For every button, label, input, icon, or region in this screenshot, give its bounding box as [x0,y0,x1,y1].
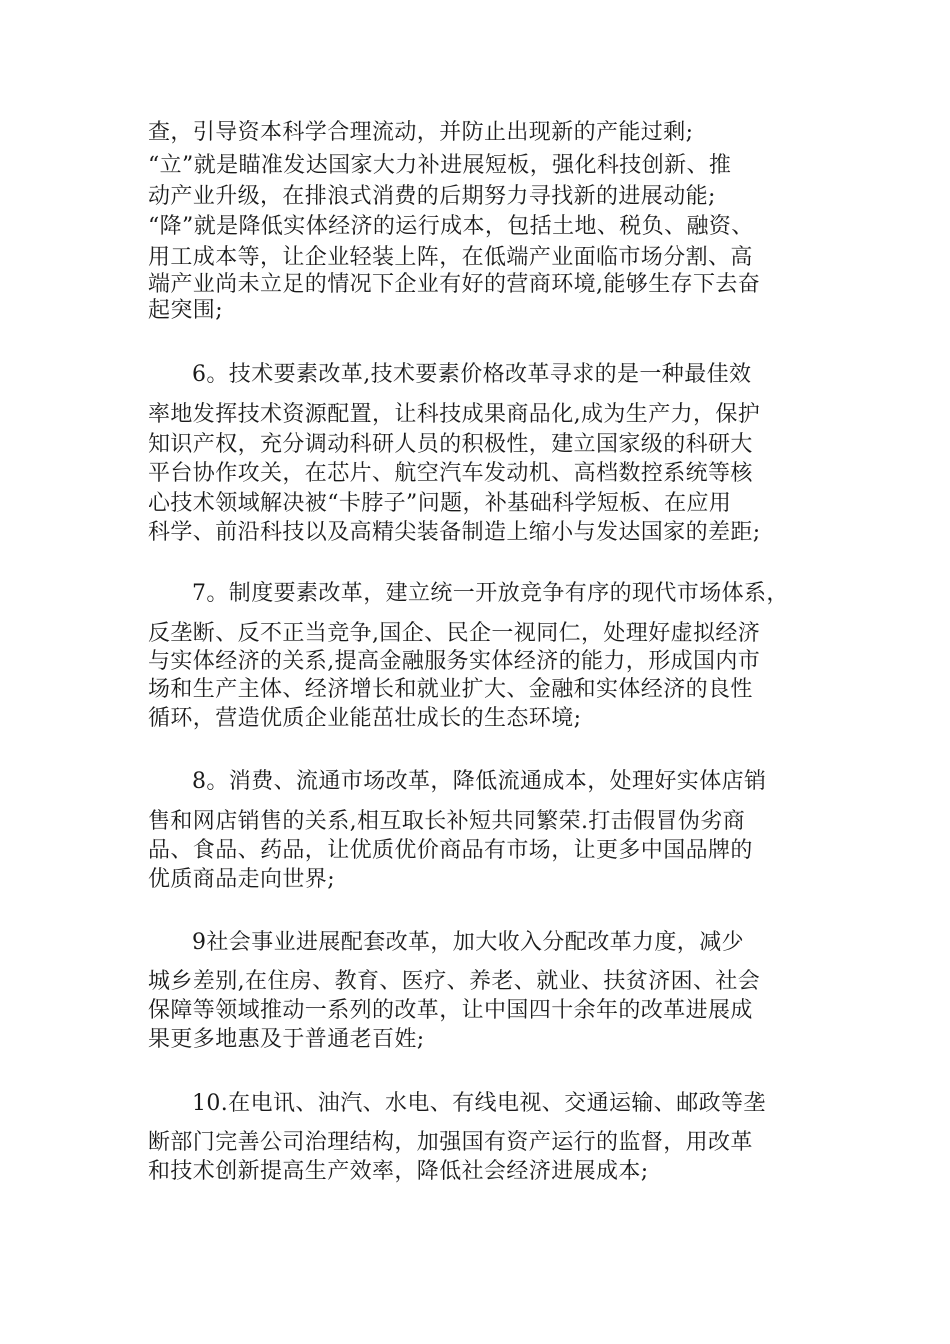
text-line: 反垄断、反不正当竞争,国企、民企一视同仁，处理好虚拟经济 [148,621,761,646]
text-line: 起突围; [148,298,224,323]
paragraph-7-heading: 7。制度要素改革，建立统一开放竞争有序的现代市场体系， [192,581,789,606]
text-line: 用工成本等，让企业轻装上阵，在低端产业面临市场分割、高 [148,245,753,270]
text-line: 知识产权，充分调动科研人员的积极性，建立国家级的科研大 [148,432,753,457]
text-line: 品、食品、药品，让优质优价商品有市场，让更多中国品牌的 [148,838,753,863]
text-line: 场和生产主体、经济增长和就业扩大、金融和实体经济的良性 [148,677,753,702]
text-line: 城乡差别,在住房、教育、医疗、养老、就业、扶贫济困、社会 [148,969,761,994]
text-line: 查，引导资本科学合理流动，并防止出现新的产能过剩; [148,120,694,145]
paragraph-6-heading: 6。技术要素改革,技术要素价格改革寻求的是一种最佳效 [192,362,752,387]
text-line: 和技术创新提高生产效率，降低社会经济进展成本; [148,1159,649,1184]
text-line: 率地发挥技术资源配置，让科技成果商品化,成为生产力，保护 [148,402,761,427]
text-line: 保障等领域推动一系列的改革，让中国四十余年的改革进展成 [148,998,753,1023]
paragraph-9-heading: 9社会事业进展配套改革，加大收入分配改革力度，减少 [192,930,744,955]
text-line: 动产业升级，在排浪式消费的后期努力寻找新的进展动能; [148,184,716,209]
text-line: 科学、前沿科技以及高精尖装备制造上缩小与发达国家的差距; [148,520,761,545]
text-line: 果更多地惠及于普通老百姓; [148,1027,425,1052]
text-line: 平台协作攻关，在芯片、航空汽车发动机、高档数控系统等核 [148,461,753,486]
text-line: “立”就是瞄准发达国家大力补进展短板，强化科技创新、推 [148,153,732,178]
text-line: 端产业尚未立足的情况下企业有好的营商环境,能够生存下去奋 [148,272,761,297]
paragraph-8-heading: 8。消费、流通市场改革，降低流通成本，处理好实体店销 [192,769,767,794]
text-line: 与实体经济的关系,提高金融服务实体经济的能力，形成国内市 [148,649,761,674]
text-line: 售和网店销售的关系,相互取长补短共同繁荣.打击假冒伪劣商 [148,809,746,834]
text-line: “降”就是降低实体经济的运行成本，包括土地、税负、融资、 [148,214,754,239]
text-line: 循环，营造优质企业能茁壮成长的生态环境; [148,706,582,731]
paragraph-10-heading: 10.在电讯、油汽、水电、有线电视、交通运输、邮政等垄 [192,1091,766,1116]
text-line: 心技术领域解决被“卡脖子”问题，补基础科学短板、在应用 [148,491,732,516]
text-line: 优质商品走向世界; [148,867,336,892]
text-line: 断部门完善公司治理结构，加强国有资产运行的监督，用改革 [148,1130,753,1155]
